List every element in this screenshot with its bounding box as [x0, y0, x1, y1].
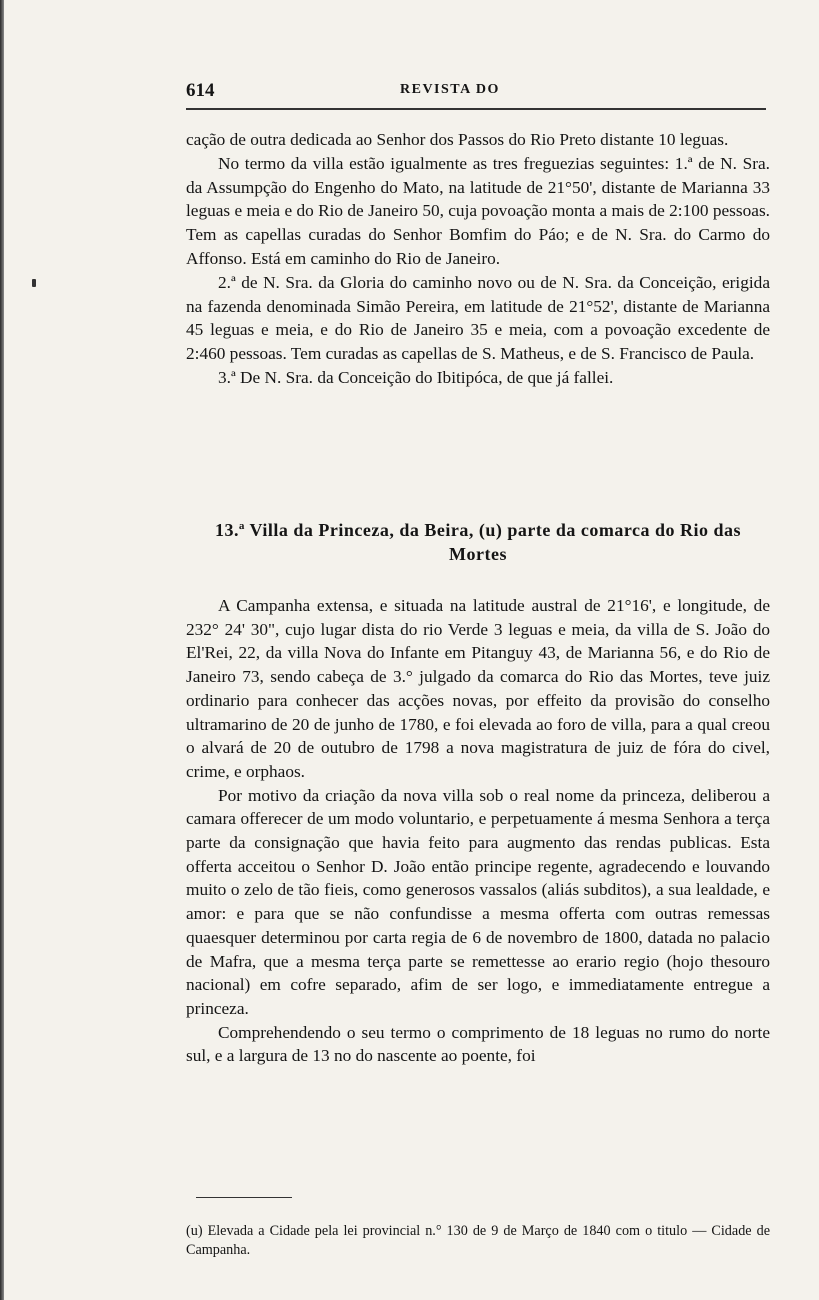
page-number: 614 — [186, 80, 215, 101]
footnote — [186, 1222, 770, 1260]
body-text-lower — [186, 594, 770, 1068]
footnote-rule — [196, 1197, 292, 1198]
body-text-upper — [186, 128, 770, 390]
paragraph-continuation: cação de outra dedicada ao Senhor dos Passos do Rio Preto distante 10 leguas. — [186, 130, 729, 149]
paragraph-freguezias: No termo da villa estão igualmente as tres freguezias seguintes: 1.ª de N. Sra. da Assumpção do Engenho do Mato, na latitude de 21°50', distante de Marianna 33 leguas e meia e do Rio de Janeiro 50, cuja povoação monta a mais de 2:100 pessoas. Tem as capellas curadas do Senhor Bomfim do Páo; e de N. Sra. do Carmo do Affonso. Está em caminho do Rio de Janeiro. — [186, 153, 770, 268]
paragraph-princeza: Por motivo da criação da nova villa sob o real nome da princeza, deliberou a camara offerecer de um modo voluntario, e perpetuamente á mesma Senhora a terça parte da consignação que havia feito para augmento das rendas publicas. Esta offerta acceitou o Senhor D. João então principe regente, agradecendo e louvando muito o zelo de tão fieis, como generosos vassalos (aliás subditos), a sua lealdade, e amor: e para que se não confundisse a mesma offerta com outras remessas quaesquer determinou por carta regia de 6 de novembro de 1800, datada no palacio de Mafra, que a mesma terça parte se remettesse ao erario regio (hojo thesouro nacional) em cofre separado, afim de ser logo, e immediatamente entregue a princeza. — [186, 785, 770, 1018]
paragraph-campanha: A Campanha extensa, e situada na latitude austral de 21°16', e longitude, de 232° 24' 30", cujo lugar dista do rio Verde 3 leguas e meia, da villa de S. João do El'Rei, 22, da villa Nova do Infante em Pitanguy 43, de Marianna 56, e do Rio de Janeiro 73, sendo cabeça de 3.° julgado da comarca do Rio das Mortes, teve juiz ordinario para conhecer das acções novas, por effeito da provisão do conselho ultramarino de 20 de junho de 1780, e foi elevada ao foro de villa, para a qual creou o alvará de 20 de outubro de 1798 a nova magistratura de juiz de fóra do civel, crime, e orphaos. — [186, 596, 770, 781]
footnote-text: (u) Elevada a Cidade pela lei provincial n.° 130 de 9 de Março de 1840 com o titulo — Cidade de Campanha. — [186, 1223, 770, 1258]
paragraph-gloria: 2.ª de N. Sra. da Gloria do caminho novo ou de N. Sra. da Conceição, erigida na fazenda denominada Simão Pereira, em latitude de 21°52', distante de Marianna 45 leguas e meia, e do Rio de Janeiro 35 e meia, com a povoação excedente de 2:460 pessoas. Tem curadas as capellas de S. Matheus, e de S. Francisco de Paula. — [186, 272, 770, 364]
running-title: REVISTA DO — [400, 82, 500, 97]
paragraph-ibitipoca: 3.ª De N. Sra. da Conceição do Ibitipóca, de que já fallei. — [218, 367, 614, 387]
scan-edge — [0, 0, 4, 1300]
margin-mark — [32, 279, 36, 287]
paragraph-termo: Comprehendendo o seu termo o comprimento de 18 leguas no rumo do norte sul, e a largura de 13 no do nascente ao poente, foi — [186, 1022, 770, 1066]
header-rule — [186, 108, 766, 110]
section-heading: 13.ª Villa da Princeza, da Beira, (u) parte da comarca do Rio das Mortes — [214, 520, 742, 564]
